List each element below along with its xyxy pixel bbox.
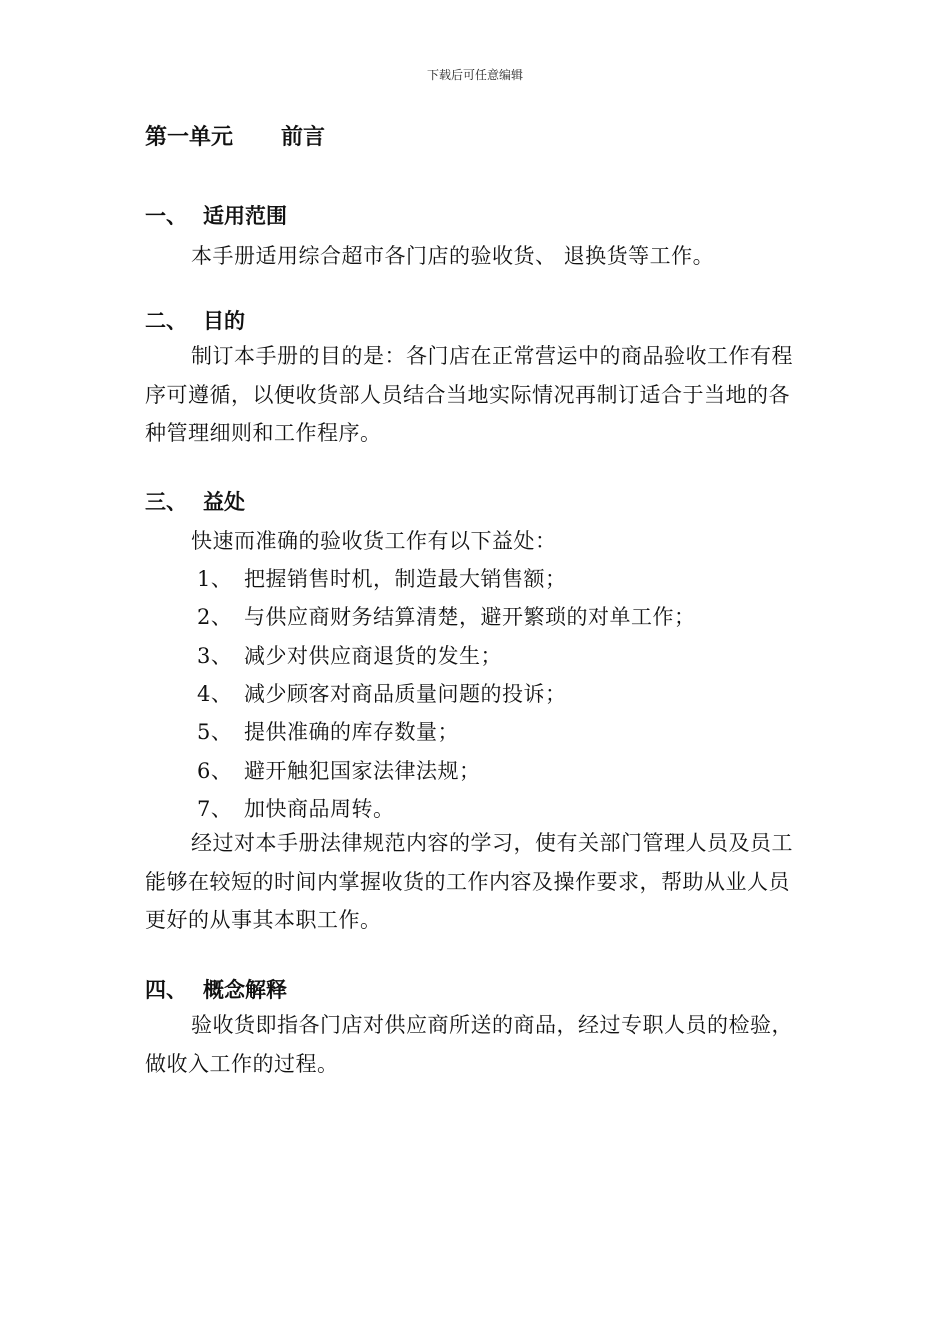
list-item <box>197 678 567 708</box>
section-heading-scope <box>145 200 287 230</box>
list-item-text: 提供准确的库存数量； <box>244 720 459 744</box>
section-body-purpose: 制订本手册的目的是：各门店在正常营运中的商品验收工作有程序可遵循，以便收货部人员结合当地实际情况再制订适合于当地的各种管理细则和工作程序。 <box>145 344 793 445</box>
list-item-text: 减少顾客对商品质量问题的投诉； <box>244 682 567 706</box>
list-item-text: 减少对供应商退货的发生； <box>244 644 502 668</box>
section-title: 益处 <box>203 490 245 514</box>
unit-title-text: 前言 <box>281 125 326 150</box>
section-heading-concepts <box>145 974 287 1004</box>
list-item <box>197 793 395 823</box>
section-heading-purpose <box>145 305 245 335</box>
section-number: 一、 <box>145 204 187 228</box>
section-title: 目的 <box>203 309 245 333</box>
list-item-index: 6、 <box>197 759 233 783</box>
section-title: 适用范围 <box>203 204 287 228</box>
page-header-note: 下载后可任意编辑 <box>426 68 523 82</box>
list-item <box>197 716 459 746</box>
section-number: 二、 <box>145 309 187 333</box>
benefits-closing: 经过对本手册法律规范内容的学习，使有关部门管理人员及员工能够在较短的时间内掌握收货的工作内容及操作要求，帮助从业人员更好的从事其本职工作。 <box>145 831 793 932</box>
list-item-index: 4、 <box>197 682 233 706</box>
section-body-concepts: 验收货即指各门店对供应商所送的商品，经过专职人员的检验，做收入工作的过程。 <box>145 1013 793 1076</box>
list-item-text: 与供应商财务结算清楚，避开繁琐的对单工作； <box>244 605 696 629</box>
section-number: 三、 <box>145 490 187 514</box>
list-item-index: 2、 <box>197 605 233 629</box>
section-heading-benefits <box>145 486 245 516</box>
section-title: 概念解释 <box>203 978 287 1002</box>
list-item <box>197 601 696 631</box>
list-item-index: 5、 <box>197 720 233 744</box>
list-item-text: 加快商品周转。 <box>244 797 395 821</box>
list-item <box>197 563 567 593</box>
list-item-text: 避开触犯国家法律法规； <box>244 759 481 783</box>
list-item <box>197 640 502 670</box>
section-body-scope: 本手册适用综合超市各门店的验收货、 退换货等工作。 <box>191 244 715 268</box>
unit-number: 第一单元 <box>145 125 234 150</box>
list-item-index: 7、 <box>197 797 233 821</box>
list-item <box>197 755 481 785</box>
list-item-index: 3、 <box>197 644 233 668</box>
list-item-index: 1、 <box>197 567 233 591</box>
unit-title <box>145 120 325 151</box>
list-item-text: 把握销售时机，制造最大销售额； <box>244 567 567 591</box>
benefits-intro: 快速而准确的验收货工作有以下益处： <box>191 529 557 553</box>
section-number: 四、 <box>145 978 187 1002</box>
